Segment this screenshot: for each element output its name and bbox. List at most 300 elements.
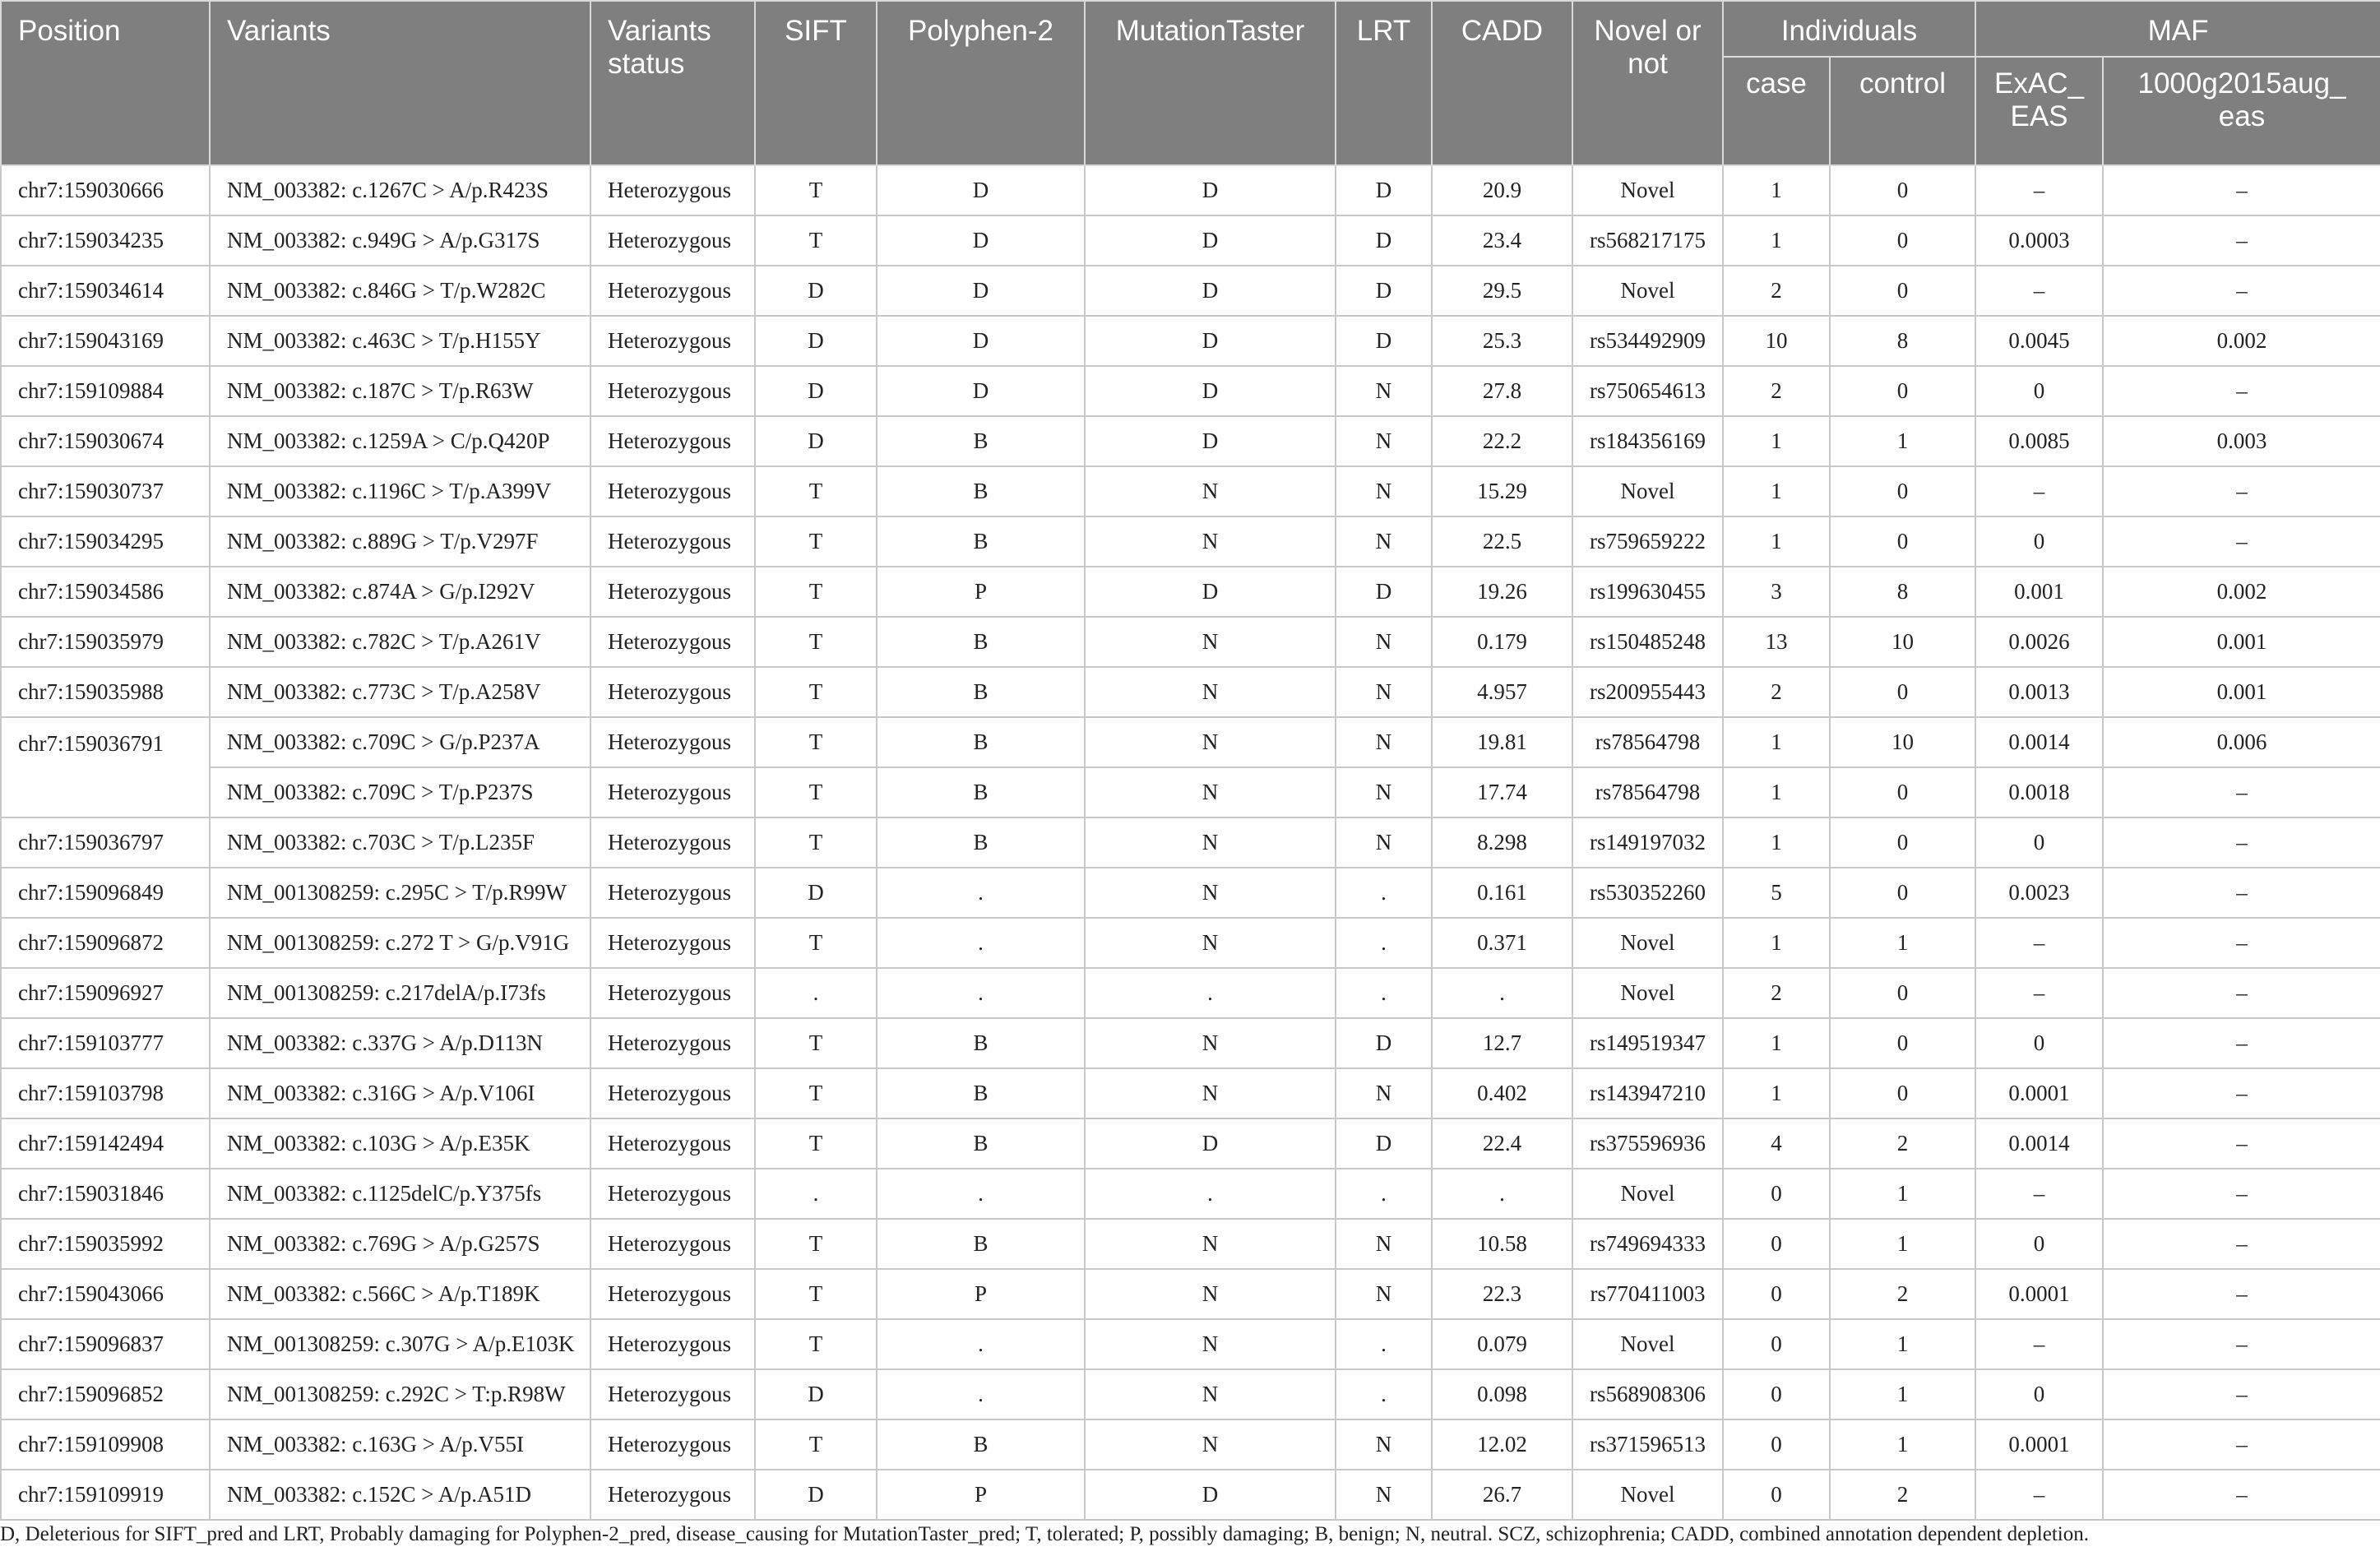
cell-mutation-taster: N: [1085, 516, 1336, 567]
cell-position: chr7:159036797: [1, 817, 210, 868]
cell-polyphen: B: [877, 667, 1085, 717]
cell-variant: NM_003382: c.1125delC/p.Y375fs: [210, 1169, 590, 1219]
table-row: [1, 767, 2380, 817]
cell-polyphen: D: [877, 215, 1085, 266]
header-1000g-eas: 1000g2015aug_ eas: [2103, 57, 2380, 165]
cell-variant: NM_003382: c.152C > A/p.A51D: [210, 1470, 590, 1520]
cell-exac-eas: 0: [1975, 817, 2103, 868]
cell-cadd: 4.957: [1432, 667, 1572, 717]
cell-variant-status: Heterozygous: [590, 817, 755, 868]
table-row: [1, 1419, 2380, 1470]
cell-variant: NM_001308259: c.292C > T:p.R98W: [210, 1369, 590, 1419]
cell-sift: T: [755, 215, 877, 266]
cell-exac-eas: 0: [1975, 366, 2103, 416]
cell-sift: T: [755, 1319, 877, 1369]
cell-lrt: N: [1336, 1068, 1432, 1118]
header-lrt: LRT: [1336, 1, 1432, 165]
cell-case: 10: [1723, 316, 1830, 366]
table-body: [1, 165, 2380, 1520]
cell-case: 1: [1723, 416, 1830, 466]
table-row: [1, 1269, 2380, 1319]
cell-lrt: .: [1336, 1369, 1432, 1419]
cell-variant: NM_003382: c.1259A > C/p.Q420P: [210, 416, 590, 466]
cell-cadd: 15.29: [1432, 466, 1572, 516]
cell-lrt: N: [1336, 767, 1432, 817]
cell-control: 1: [1830, 1319, 1975, 1369]
cell-polyphen: .: [877, 1369, 1085, 1419]
cell-position: chr7:159103777: [1, 1018, 210, 1068]
cell-variant: NM_003382: c.874A > G/p.I292V: [210, 567, 590, 617]
cell-cadd: .: [1432, 1169, 1572, 1219]
cell-variant: NM_003382: c.1196C > T/p.A399V: [210, 466, 590, 516]
cell-exac-eas: 0: [1975, 1219, 2103, 1269]
cell-mutation-taster: D: [1085, 1470, 1336, 1520]
cell-position: chr7:159034295: [1, 516, 210, 567]
cell-sift: .: [755, 968, 877, 1018]
cell-position: chr7:159096852: [1, 1369, 210, 1419]
cell-1000g-eas: 0.002: [2103, 567, 2380, 617]
cell-lrt: N: [1336, 1219, 1432, 1269]
cell-polyphen: .: [877, 1319, 1085, 1369]
cell-variant-status: Heterozygous: [590, 266, 755, 316]
cell-novel: rs749694333: [1572, 1219, 1723, 1269]
cell-polyphen: .: [877, 968, 1085, 1018]
cell-mutation-taster: D: [1085, 215, 1336, 266]
cell-variant: NM_003382: c.566C > A/p.T189K: [210, 1269, 590, 1319]
cell-cadd: 23.4: [1432, 215, 1572, 266]
cell-1000g-eas: –: [2103, 1068, 2380, 1118]
cell-1000g-eas: –: [2103, 1118, 2380, 1169]
cell-control: 0: [1830, 667, 1975, 717]
header-variants-status: Variants status: [590, 1, 755, 165]
cell-lrt: D: [1336, 165, 1432, 215]
cell-position: chr7:159030666: [1, 165, 210, 215]
cell-variant-status: Heterozygous: [590, 215, 755, 266]
cell-variant: NM_003382: c.187C > T/p.R63W: [210, 366, 590, 416]
cell-position: chr7:159035992: [1, 1219, 210, 1269]
cell-case: 0: [1723, 1219, 1830, 1269]
cell-variant: NM_001308259: c.307G > A/p.E103K: [210, 1319, 590, 1369]
cell-control: 8: [1830, 316, 1975, 366]
cell-case: 0: [1723, 1319, 1830, 1369]
cell-cadd: 29.5: [1432, 266, 1572, 316]
cell-cadd: 0.161: [1432, 868, 1572, 918]
cell-variant: NM_003382: c.703C > T/p.L235F: [210, 817, 590, 868]
cell-lrt: N: [1336, 466, 1432, 516]
cell-polyphen: B: [877, 817, 1085, 868]
cell-variant: NM_003382: c.709C > G/p.P237A: [210, 717, 590, 767]
cell-lrt: .: [1336, 1319, 1432, 1369]
cell-position: chr7:159109908: [1, 1419, 210, 1470]
cell-variant: NM_003382: c.163G > A/p.V55I: [210, 1419, 590, 1470]
cell-novel: rs759659222: [1572, 516, 1723, 567]
cell-exac-eas: 0.0018: [1975, 767, 2103, 817]
cell-sift: D: [755, 366, 877, 416]
table-row: [1, 466, 2380, 516]
table-row: [1, 366, 2380, 416]
cell-exac-eas: –: [1975, 1169, 2103, 1219]
cell-variant: NM_003382: c.949G > A/p.G317S: [210, 215, 590, 266]
header-individuals: Individuals: [1723, 1, 1975, 57]
cell-novel: rs143947210: [1572, 1068, 1723, 1118]
cell-sift: D: [755, 1369, 877, 1419]
header-control: control: [1830, 57, 1975, 165]
cell-mutation-taster: N: [1085, 1219, 1336, 1269]
cell-1000g-eas: –: [2103, 868, 2380, 918]
cell-lrt: N: [1336, 1269, 1432, 1319]
cell-polyphen: P: [877, 567, 1085, 617]
cell-1000g-eas: –: [2103, 516, 2380, 567]
cell-exac-eas: 0.0045: [1975, 316, 2103, 366]
cell-cadd: 0.179: [1432, 617, 1572, 667]
cell-case: 3: [1723, 567, 1830, 617]
cell-case: 13: [1723, 617, 1830, 667]
cell-cadd: 22.3: [1432, 1269, 1572, 1319]
header-polyphen: Polyphen-2: [877, 1, 1085, 165]
cell-variant: NM_003382: c.846G > T/p.W282C: [210, 266, 590, 316]
cell-1000g-eas: –: [2103, 165, 2380, 215]
table-row: [1, 1319, 2380, 1369]
cell-lrt: N: [1336, 717, 1432, 767]
cell-lrt: D: [1336, 1018, 1432, 1068]
cell-sift: T: [755, 767, 877, 817]
cell-variant-status: Heterozygous: [590, 717, 755, 767]
cell-sift: T: [755, 617, 877, 667]
cell-mutation-taster: D: [1085, 316, 1336, 366]
cell-cadd: 0.371: [1432, 918, 1572, 968]
cell-novel: rs371596513: [1572, 1419, 1723, 1470]
cell-variant: NM_003382: c.463C > T/p.H155Y: [210, 316, 590, 366]
cell-control: 0: [1830, 366, 1975, 416]
cell-control: 2: [1830, 1118, 1975, 1169]
cell-position: chr7:159043066: [1, 1269, 210, 1319]
cell-1000g-eas: –: [2103, 1269, 2380, 1319]
cell-variant-status: Heterozygous: [590, 968, 755, 1018]
cell-lrt: N: [1336, 1470, 1432, 1520]
cell-sift: T: [755, 1269, 877, 1319]
cell-control: 1: [1830, 1219, 1975, 1269]
cell-variant-status: Heterozygous: [590, 1269, 755, 1319]
cell-control: 0: [1830, 466, 1975, 516]
cell-position: chr7:159096837: [1, 1319, 210, 1369]
cell-cadd: 22.4: [1432, 1118, 1572, 1169]
table-footnote: D, Deleterious for SIFT_pred and LRT, Probably damaging for Polyphen-2_pred, disease_causing for MutationTaster_pred; T, tolerated; P, possibly damaging; B, benign; N, neutral. SCZ, schizophrenia; CADD, combined annotation dependent depletion.: [0, 1523, 2089, 1545]
cell-cadd: 20.9: [1432, 165, 1572, 215]
cell-sift: T: [755, 466, 877, 516]
cell-control: 0: [1830, 968, 1975, 1018]
cell-case: 1: [1723, 918, 1830, 968]
cell-variant-status: Heterozygous: [590, 667, 755, 717]
cell-polyphen: B: [877, 767, 1085, 817]
cell-polyphen: .: [877, 868, 1085, 918]
cell-control: 1: [1830, 918, 1975, 968]
table-row: [1, 968, 2380, 1018]
cell-novel: rs78564798: [1572, 717, 1723, 767]
cell-variant: NM_001308259: c.295C > T/p.R99W: [210, 868, 590, 918]
cell-cadd: 25.3: [1432, 316, 1572, 366]
table-row: [1, 667, 2380, 717]
cell-case: 5: [1723, 868, 1830, 918]
cell-position: chr7:159035979: [1, 617, 210, 667]
cell-1000g-eas: –: [2103, 466, 2380, 516]
cell-variant: NM_003382: c.782C > T/p.A261V: [210, 617, 590, 667]
cell-case: 0: [1723, 1169, 1830, 1219]
header-mutation-taster: MutationTaster: [1085, 1, 1336, 165]
cell-control: 10: [1830, 617, 1975, 667]
cell-novel: Novel: [1572, 1169, 1723, 1219]
cell-1000g-eas: –: [2103, 1219, 2380, 1269]
cell-control: 2: [1830, 1269, 1975, 1319]
cell-1000g-eas: 0.001: [2103, 667, 2380, 717]
cell-1000g-eas: –: [2103, 1419, 2380, 1470]
cell-variant-status: Heterozygous: [590, 316, 755, 366]
cell-polyphen: D: [877, 366, 1085, 416]
cell-novel: Novel: [1572, 1319, 1723, 1369]
cell-variant-status: Heterozygous: [590, 366, 755, 416]
cell-lrt: D: [1336, 316, 1432, 366]
cell-variant: NM_003382: c.103G > A/p.E35K: [210, 1118, 590, 1169]
cell-1000g-eas: –: [2103, 817, 2380, 868]
cell-control: 1: [1830, 1169, 1975, 1219]
cell-variant-status: Heterozygous: [590, 1319, 755, 1369]
cell-position: chr7:159043169: [1, 316, 210, 366]
cell-polyphen: B: [877, 1118, 1085, 1169]
cell-control: 0: [1830, 817, 1975, 868]
cell-sift: .: [755, 1169, 877, 1219]
cell-novel: Novel: [1572, 165, 1723, 215]
cell-case: 1: [1723, 817, 1830, 868]
cell-cadd: 12.02: [1432, 1419, 1572, 1470]
cell-sift: D: [755, 316, 877, 366]
cell-position: chr7:159034614: [1, 266, 210, 316]
cell-position: chr7:159034586: [1, 567, 210, 617]
cell-sift: T: [755, 918, 877, 968]
cell-exac-eas: –: [1975, 918, 2103, 968]
cell-variant-status: Heterozygous: [590, 1219, 755, 1269]
cell-exac-eas: –: [1975, 1319, 2103, 1369]
cell-mutation-taster: D: [1085, 266, 1336, 316]
cell-novel: rs200955443: [1572, 667, 1723, 717]
cell-variant-status: Heterozygous: [590, 767, 755, 817]
cell-sift: D: [755, 416, 877, 466]
cell-control: 2: [1830, 1470, 1975, 1520]
cell-mutation-taster: D: [1085, 165, 1336, 215]
cell-novel: Novel: [1572, 266, 1723, 316]
cell-sift: T: [755, 1419, 877, 1470]
cell-control: 1: [1830, 1369, 1975, 1419]
cell-mutation-taster: N: [1085, 1068, 1336, 1118]
cell-cadd: 22.2: [1432, 416, 1572, 466]
cell-novel: Novel: [1572, 466, 1723, 516]
cell-polyphen: P: [877, 1470, 1085, 1520]
cell-1000g-eas: –: [2103, 1169, 2380, 1219]
cell-variant-status: Heterozygous: [590, 1118, 755, 1169]
cell-position: chr7:159096849: [1, 868, 210, 918]
table-row: [1, 868, 2380, 918]
cell-control: 0: [1830, 516, 1975, 567]
cell-lrt: .: [1336, 1169, 1432, 1219]
cell-cadd: .: [1432, 968, 1572, 1018]
table-row: [1, 1018, 2380, 1068]
cell-variant-status: Heterozygous: [590, 516, 755, 567]
cell-control: 10: [1830, 717, 1975, 767]
cell-case: 0: [1723, 1269, 1830, 1319]
cell-variant: NM_001308259: c.272 T > G/p.V91G: [210, 918, 590, 968]
cell-exac-eas: 0.0014: [1975, 717, 2103, 767]
cell-exac-eas: 0.0023: [1975, 868, 2103, 918]
cell-control: 0: [1830, 165, 1975, 215]
cell-exac-eas: 0.0001: [1975, 1419, 2103, 1470]
cell-control: 8: [1830, 567, 1975, 617]
table-row: [1, 567, 2380, 617]
cell-exac-eas: 0.001: [1975, 567, 2103, 617]
cell-exac-eas: –: [1975, 968, 2103, 1018]
cell-polyphen: B: [877, 1219, 1085, 1269]
cell-lrt: .: [1336, 868, 1432, 918]
cell-novel: rs534492909: [1572, 316, 1723, 366]
cell-lrt: D: [1336, 1118, 1432, 1169]
cell-1000g-eas: –: [2103, 266, 2380, 316]
cell-variant-status: Heterozygous: [590, 1470, 755, 1520]
table-row: [1, 516, 2380, 567]
cell-cadd: 0.402: [1432, 1068, 1572, 1118]
cell-cadd: 8.298: [1432, 817, 1572, 868]
cell-polyphen: .: [877, 1169, 1085, 1219]
cell-polyphen: D: [877, 165, 1085, 215]
header-variants: Variants: [210, 1, 590, 165]
cell-position: chr7:159030674: [1, 416, 210, 466]
cell-position: chr7:159031846: [1, 1169, 210, 1219]
cell-case: 0: [1723, 1369, 1830, 1419]
cell-variant: NM_001308259: c.217delA/p.I73fs: [210, 968, 590, 1018]
cell-lrt: N: [1336, 817, 1432, 868]
cell-exac-eas: –: [1975, 165, 2103, 215]
cell-variant: NM_003382: c.337G > A/p.D113N: [210, 1018, 590, 1068]
cell-1000g-eas: 0.006: [2103, 717, 2380, 767]
table-row: [1, 416, 2380, 466]
cell-case: 1: [1723, 767, 1830, 817]
cell-polyphen: B: [877, 1419, 1085, 1470]
cell-position: chr7:159109884: [1, 366, 210, 416]
cell-position: chr7:159142494: [1, 1118, 210, 1169]
cell-1000g-eas: –: [2103, 968, 2380, 1018]
cell-exac-eas: 0.0013: [1975, 667, 2103, 717]
cell-cadd: 0.079: [1432, 1319, 1572, 1369]
cell-control: 0: [1830, 868, 1975, 918]
cell-cadd: 17.74: [1432, 767, 1572, 817]
table-row: [1, 918, 2380, 968]
header-cadd: CADD: [1432, 1, 1572, 165]
cell-variant-status: Heterozygous: [590, 416, 755, 466]
cell-exac-eas: 0: [1975, 1369, 2103, 1419]
table-row: [1, 717, 2380, 767]
cell-control: 0: [1830, 1068, 1975, 1118]
cell-cadd: 10.58: [1432, 1219, 1572, 1269]
cell-mutation-taster: N: [1085, 767, 1336, 817]
cell-polyphen: B: [877, 717, 1085, 767]
cell-mutation-taster: .: [1085, 1169, 1336, 1219]
header-novel: Novel or not: [1572, 1, 1723, 165]
cell-polyphen: B: [877, 617, 1085, 667]
cell-mutation-taster: D: [1085, 1118, 1336, 1169]
cell-1000g-eas: –: [2103, 1470, 2380, 1520]
table-row: [1, 1219, 2380, 1269]
table-row: [1, 1169, 2380, 1219]
cell-case: 0: [1723, 1419, 1830, 1470]
cell-case: 0: [1723, 1470, 1830, 1520]
cell-1000g-eas: –: [2103, 918, 2380, 968]
cell-polyphen: P: [877, 1269, 1085, 1319]
cell-lrt: N: [1336, 617, 1432, 667]
cell-cadd: 0.098: [1432, 1369, 1572, 1419]
cell-mutation-taster: N: [1085, 617, 1336, 667]
cell-1000g-eas: 0.002: [2103, 316, 2380, 366]
cell-case: 2: [1723, 667, 1830, 717]
cell-position: chr7:159030737: [1, 466, 210, 516]
cell-case: 1: [1723, 466, 1830, 516]
cell-exac-eas: –: [1975, 1470, 2103, 1520]
cell-control: 1: [1830, 1419, 1975, 1470]
table-header: [1, 1, 2380, 165]
cell-cadd: 27.8: [1432, 366, 1572, 416]
cell-mutation-taster: N: [1085, 1369, 1336, 1419]
cell-sift: T: [755, 1018, 877, 1068]
cell-sift: D: [755, 868, 877, 918]
cell-sift: T: [755, 165, 877, 215]
cell-mutation-taster: N: [1085, 868, 1336, 918]
cell-case: 1: [1723, 215, 1830, 266]
cell-exac-eas: 0.0014: [1975, 1118, 2103, 1169]
cell-case: 1: [1723, 1018, 1830, 1068]
cell-1000g-eas: –: [2103, 767, 2380, 817]
cell-novel: rs184356169: [1572, 416, 1723, 466]
cell-variant: NM_003382: c.316G > A/p.V106I: [210, 1068, 590, 1118]
cell-variant-status: Heterozygous: [590, 466, 755, 516]
cell-mutation-taster: N: [1085, 918, 1336, 968]
cell-sift: D: [755, 1470, 877, 1520]
cell-mutation-taster: D: [1085, 366, 1336, 416]
cell-1000g-eas: –: [2103, 366, 2380, 416]
cell-1000g-eas: 0.003: [2103, 416, 2380, 466]
cell-1000g-eas: 0.001: [2103, 617, 2380, 667]
cell-sift: T: [755, 567, 877, 617]
cell-case: 1: [1723, 165, 1830, 215]
table-row: [1, 1369, 2380, 1419]
cell-variant: NM_003382: c.773C > T/p.A258V: [210, 667, 590, 717]
cell-mutation-taster: D: [1085, 416, 1336, 466]
cell-variant-status: Heterozygous: [590, 1018, 755, 1068]
cell-mutation-taster: .: [1085, 968, 1336, 1018]
cell-control: 0: [1830, 215, 1975, 266]
cell-mutation-taster: D: [1085, 567, 1336, 617]
cell-sift: T: [755, 1118, 877, 1169]
header-case: case: [1723, 57, 1830, 165]
cell-exac-eas: –: [1975, 266, 2103, 316]
cell-variant-status: Heterozygous: [590, 1169, 755, 1219]
cell-control: 0: [1830, 266, 1975, 316]
cell-lrt: N: [1336, 366, 1432, 416]
cell-cadd: 26.7: [1432, 1470, 1572, 1520]
cell-polyphen: B: [877, 1068, 1085, 1118]
cell-novel: rs568908306: [1572, 1369, 1723, 1419]
cell-mutation-taster: N: [1085, 466, 1336, 516]
cell-sift: D: [755, 266, 877, 316]
cell-novel: rs149197032: [1572, 817, 1723, 868]
cell-position: chr7:159096927: [1, 968, 210, 1018]
cell-position: chr7:159035988: [1, 667, 210, 717]
cell-variant: NM_003382: c.1267C > A/p.R423S: [210, 165, 590, 215]
cell-control: 0: [1830, 1018, 1975, 1068]
